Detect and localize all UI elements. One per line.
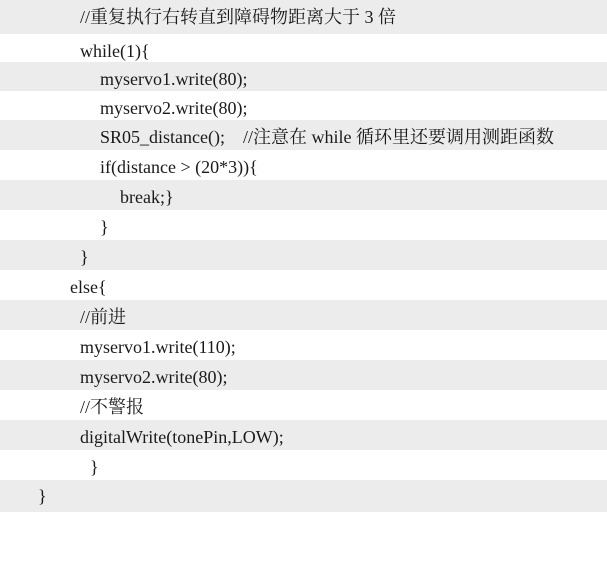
code-statement: myservo2.write(80); [100,98,248,118]
code-statement: myservo1.write(80); [100,69,248,89]
code-line [0,450,607,484]
code-line [0,420,607,454]
code-statement: myservo2.write(80); [80,367,228,387]
code-brace: } [38,486,47,506]
code-comment: //前进 [80,307,127,327]
code-line [0,330,607,364]
code-line [0,390,607,424]
code-line [0,0,607,34]
code-comment: //不警报 [80,397,145,417]
code-line [0,180,607,214]
code-line [0,120,607,154]
code-statement: while(1){ [80,41,150,61]
code-statement: SR05_distance(); //注意在 while 循环里还要调用测距函数 [100,127,554,147]
code-statement: break;} [120,187,174,207]
code-statement: myservo1.write(110); [80,337,236,357]
code-brace: } [90,457,99,477]
code-line [0,480,607,512]
code-line [0,300,607,334]
code-line [0,240,607,274]
code-line [0,360,607,394]
code-brace: } [100,217,109,237]
code-statement: if(distance > (20*3)){ [100,157,258,177]
code-statement: else{ [70,277,107,297]
code-line [0,270,607,304]
code-statement: digitalWrite(tonePin,LOW); [80,427,284,447]
code-comment: //重复执行右转直到障碍物距离大于 3 倍 [80,7,397,27]
code-line [0,150,607,184]
code-line [0,210,607,244]
code-brace: } [80,247,89,267]
